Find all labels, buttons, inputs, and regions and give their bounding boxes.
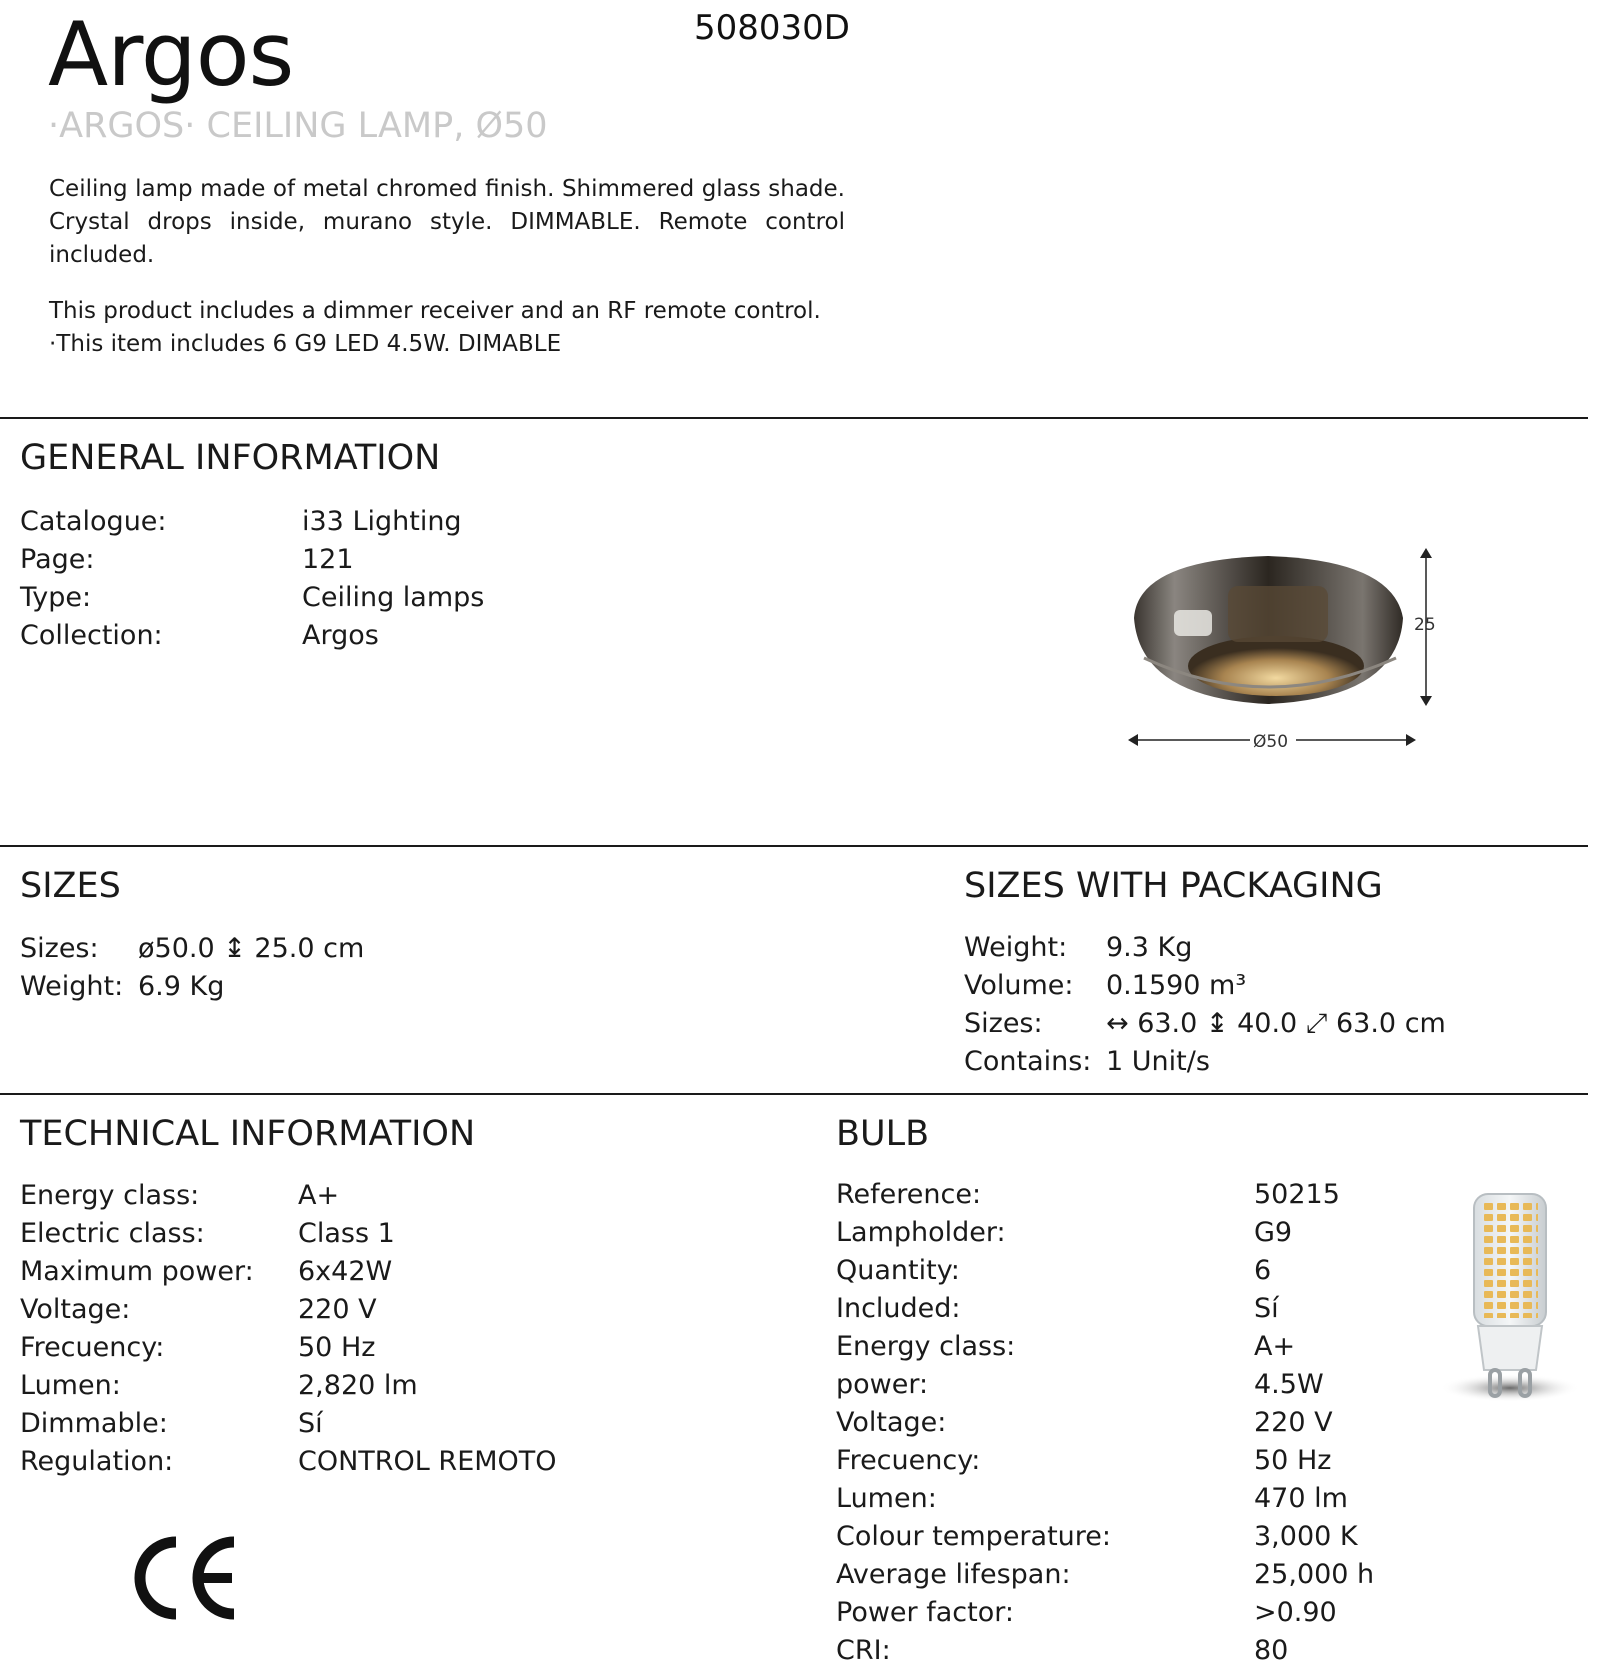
- packaging-label: Sizes:: [964, 1008, 1043, 1039]
- bulb-row: [836, 1328, 1374, 1366]
- info-row: [20, 617, 484, 655]
- bulb-row: [836, 1594, 1374, 1632]
- tech-row: [20, 1329, 557, 1367]
- packaging-value: 9.3 Kg: [1106, 932, 1193, 963]
- bulb-label: CRI:: [836, 1635, 891, 1666]
- tech-value: CONTROL REMOTO: [298, 1446, 557, 1477]
- info-label: Page:: [20, 544, 95, 575]
- packaging-label: Contains:: [964, 1046, 1092, 1077]
- bulb-row: [836, 1214, 1374, 1252]
- bulb-row: [836, 1366, 1374, 1404]
- bulb-value: 80: [1254, 1635, 1289, 1666]
- bulb-row: [836, 1290, 1374, 1328]
- packaging-row: [964, 929, 1446, 967]
- packaging-value: ↔ 63.0 ↨ 40.0 ⤢ 63.0 cm: [1106, 1008, 1446, 1039]
- diameter-dimension-label: Ø50: [1253, 732, 1289, 752]
- packaging-label: Volume:: [964, 970, 1074, 1001]
- tech-value: 50 Hz: [298, 1332, 376, 1363]
- bulb-row: [836, 1480, 1374, 1518]
- g9-led-bulb-image: [1430, 1190, 1590, 1430]
- bulb-heading: BULB: [836, 1114, 930, 1154]
- sizes-heading: SIZES: [20, 866, 121, 906]
- packaging-value: 0.1590 m³: [1106, 970, 1247, 1001]
- bulb-label: Frecuency:: [836, 1445, 981, 1476]
- ce-mark-icon: [124, 1530, 244, 1625]
- sizes-table: [20, 930, 364, 1006]
- bulb-value: 470 lm: [1254, 1483, 1348, 1514]
- bulb-label: Energy class:: [836, 1331, 1016, 1362]
- tech-value: A+: [298, 1180, 340, 1211]
- size-value: ø50.0 ↨ 25.0 cm: [138, 933, 365, 964]
- bulb-row: [836, 1518, 1374, 1556]
- bulb-label: Reference:: [836, 1179, 982, 1210]
- info-label: Type:: [20, 582, 92, 613]
- bulb-row: [836, 1632, 1374, 1670]
- bulb-value: Sí: [1254, 1293, 1279, 1324]
- section-divider: [0, 417, 1588, 419]
- bulb-table: [836, 1176, 1374, 1670]
- description-block: [49, 173, 845, 272]
- tech-label: Voltage:: [20, 1294, 131, 1325]
- bulb-value: G9: [1254, 1217, 1293, 1248]
- bulb-label: Included:: [836, 1293, 961, 1324]
- bulb-value: 6: [1254, 1255, 1272, 1286]
- bulb-row: [836, 1556, 1374, 1594]
- size-label: Weight:: [20, 971, 124, 1002]
- technical-information-table: [20, 1177, 557, 1481]
- bulb-label: Lumen:: [836, 1483, 937, 1514]
- bulb-label: Quantity:: [836, 1255, 960, 1286]
- bulb-label: Colour temperature:: [836, 1521, 1111, 1552]
- height-dimension-label: 25: [1414, 615, 1436, 635]
- bulb-row: [836, 1442, 1374, 1480]
- size-value: 6.9 Kg: [138, 971, 225, 1002]
- bulb-value: 3,000 K: [1254, 1521, 1358, 1552]
- bulb-value: 50 Hz: [1254, 1445, 1332, 1476]
- info-value: Argos: [302, 620, 379, 651]
- tech-row: [20, 1367, 557, 1405]
- description-block-2: [49, 295, 845, 361]
- bulb-label: power:: [836, 1369, 929, 1400]
- section-divider: [0, 1093, 1588, 1095]
- product-title: Argos: [48, 3, 294, 106]
- bulb-value: >0.90: [1254, 1597, 1337, 1628]
- tech-value: Sí: [298, 1408, 323, 1439]
- tech-label: Frecuency:: [20, 1332, 165, 1363]
- packaging-row: [964, 1005, 1446, 1043]
- info-row: [20, 503, 484, 541]
- tech-label: Electric class:: [20, 1218, 205, 1249]
- tech-row: [20, 1405, 557, 1443]
- tech-label: Maximum power:: [20, 1256, 254, 1287]
- description-paragraph: Ceiling lamp made of metal chromed finish. Shimmered glass shade. Crystal drops inside, murano style. DIMMABLE. Remote control included.: [49, 176, 845, 268]
- general-information-table: [20, 503, 484, 655]
- bulb-label: Voltage:: [836, 1407, 947, 1438]
- tech-row: [20, 1443, 557, 1481]
- technical-information-heading: TECHNICAL INFORMATION: [20, 1114, 476, 1154]
- section-divider: [0, 845, 1588, 847]
- tech-value: Class 1: [298, 1218, 395, 1249]
- ceiling-lamp-image: [1128, 548, 1468, 770]
- general-information-heading: GENERAL INFORMATION: [20, 438, 441, 478]
- bulb-row: [836, 1404, 1374, 1442]
- bulb-value: 25,000 h: [1254, 1559, 1375, 1590]
- bulb-label: Lampholder:: [836, 1217, 1006, 1248]
- tech-value: 220 V: [298, 1294, 377, 1325]
- info-value: 121: [302, 544, 354, 575]
- size-row: [20, 930, 364, 968]
- bulb-value: 220 V: [1254, 1407, 1333, 1438]
- packaging-heading: SIZES WITH PACKAGING: [964, 866, 1383, 906]
- info-value: Ceiling lamps: [302, 582, 485, 613]
- bulb-row: [836, 1252, 1374, 1290]
- packaging-table: [964, 929, 1446, 1081]
- tech-label: Regulation:: [20, 1446, 174, 1477]
- product-code: 508030D: [694, 8, 850, 48]
- bulb-value: 4.5W: [1254, 1369, 1324, 1400]
- info-row: [20, 541, 484, 579]
- bulb-value: A+: [1254, 1331, 1296, 1362]
- tech-row: [20, 1177, 557, 1215]
- bulb-value: 50215: [1254, 1179, 1340, 1210]
- tech-value: 2,820 lm: [298, 1370, 418, 1401]
- info-row: [20, 579, 484, 617]
- tech-label: Energy class:: [20, 1180, 200, 1211]
- packaging-value: 1 Unit/s: [1106, 1046, 1210, 1077]
- description-paragraph: This product includes a dimmer receiver and an RF remote control.: [49, 298, 821, 324]
- bulb-label: Power factor:: [836, 1597, 1014, 1628]
- tech-value: 6x42W: [298, 1256, 393, 1287]
- ceiling-lamp-figure: [1128, 548, 1468, 770]
- tech-label: Dimmable:: [20, 1408, 168, 1439]
- packaging-label: Weight:: [964, 932, 1068, 963]
- size-label: Sizes:: [20, 933, 99, 964]
- size-row: [20, 968, 364, 1006]
- bulb-label: Average lifespan:: [836, 1559, 1071, 1590]
- packaging-row: [964, 967, 1446, 1005]
- info-label: Collection:: [20, 620, 163, 651]
- info-label: Catalogue:: [20, 506, 167, 537]
- packaging-row: [964, 1043, 1446, 1081]
- description-paragraph: ·This item includes 6 G9 LED 4.5W. DIMABLE: [49, 331, 562, 357]
- tech-row: [20, 1215, 557, 1253]
- tech-row: [20, 1291, 557, 1329]
- info-value: i33 Lighting: [302, 506, 462, 537]
- product-subtitle: ·ARGOS· CEILING LAMP, Ø50: [48, 106, 548, 146]
- tech-label: Lumen:: [20, 1370, 121, 1401]
- bulb-row: [836, 1176, 1374, 1214]
- tech-row: [20, 1253, 557, 1291]
